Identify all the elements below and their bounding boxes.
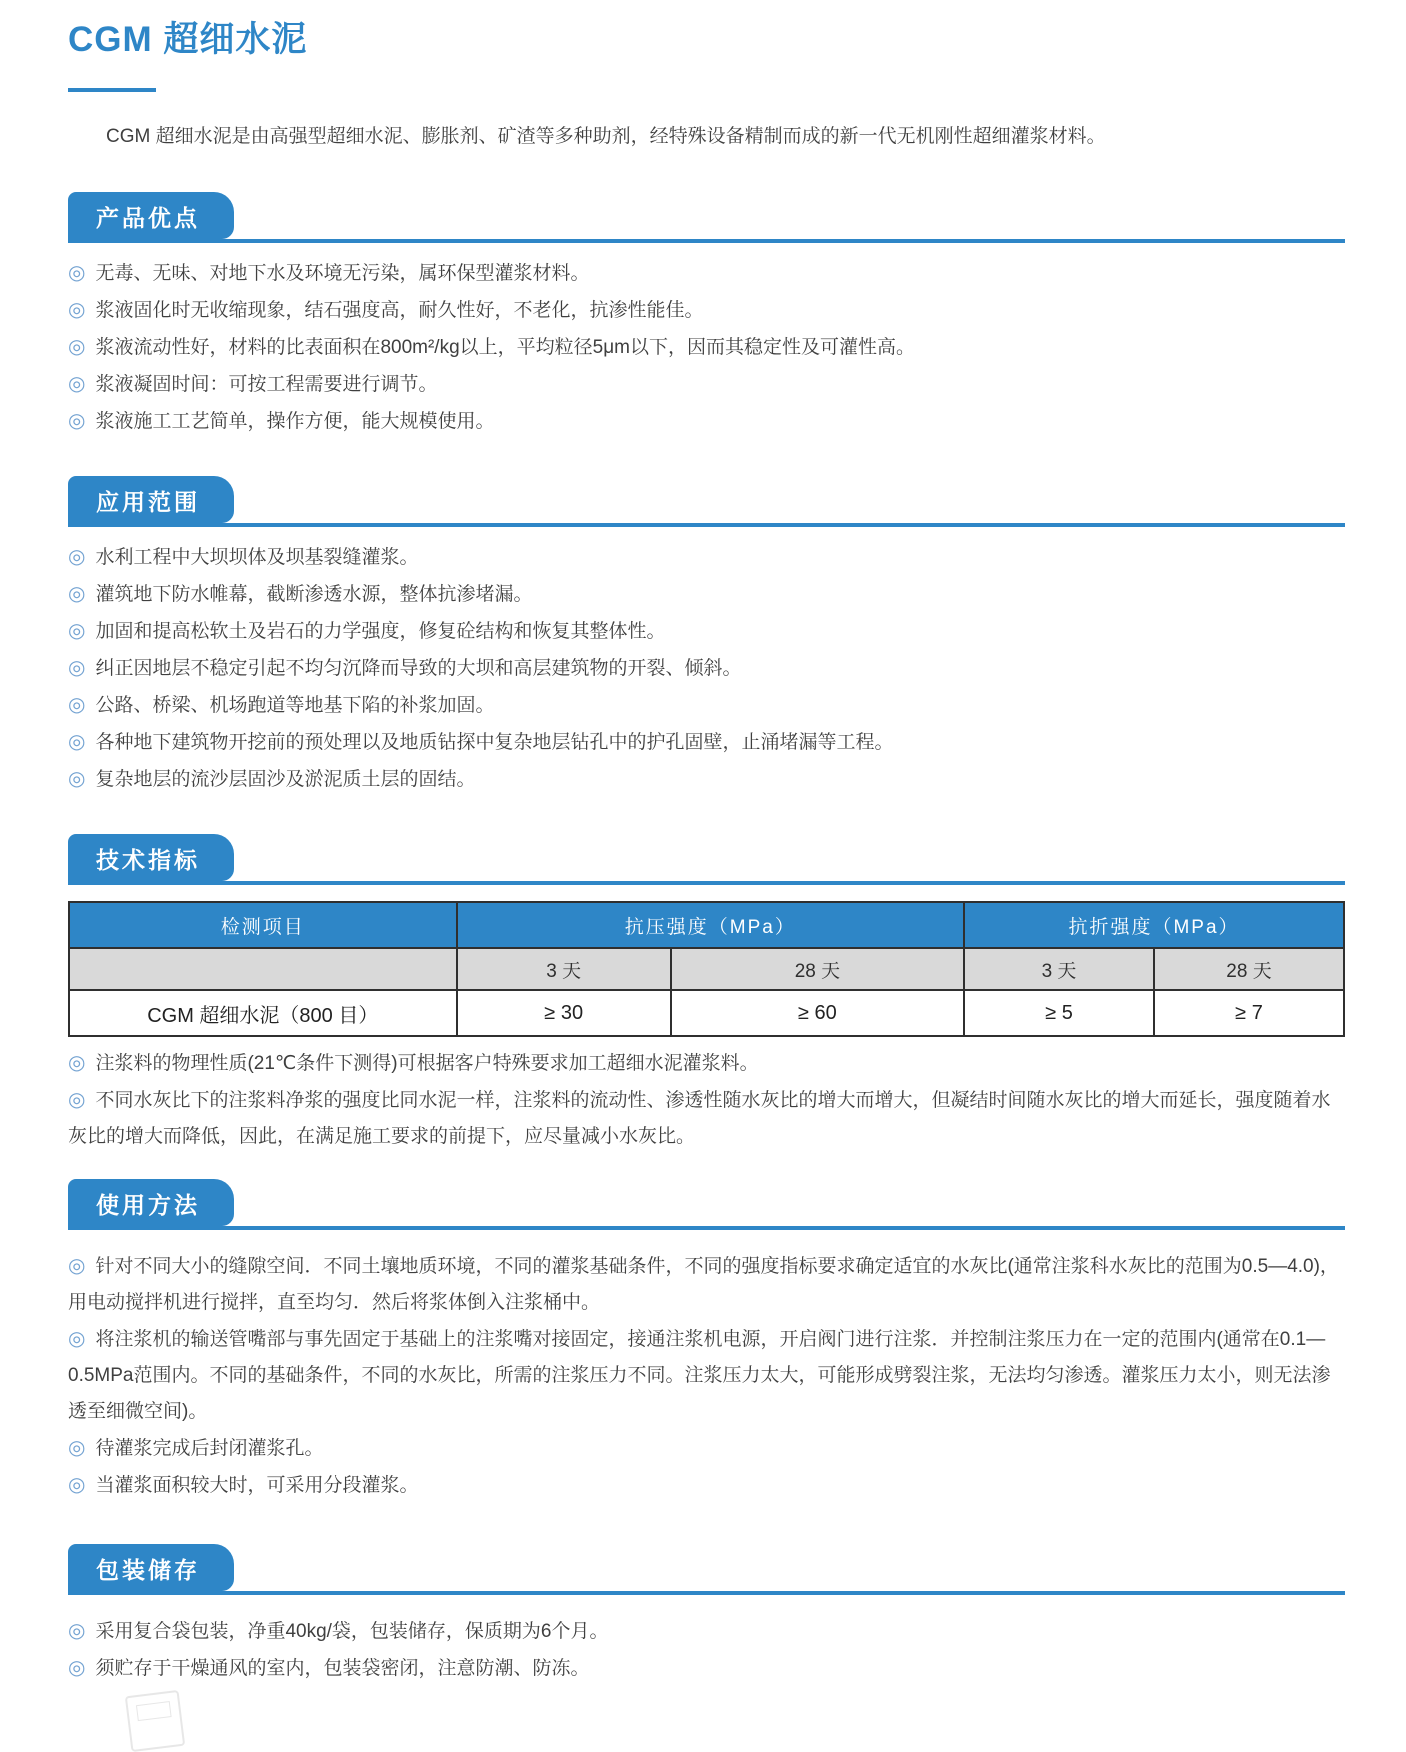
list-item bbox=[68, 687, 1345, 724]
section-tab-applications: 应用范围 bbox=[68, 476, 234, 523]
list-item bbox=[68, 403, 1345, 440]
section-rule bbox=[68, 1179, 1345, 1230]
table-header-row bbox=[69, 902, 1344, 948]
header-cell-project: 检测项目 bbox=[69, 902, 457, 948]
section-applications bbox=[68, 476, 1345, 798]
list-item bbox=[68, 1613, 1345, 1650]
list-item-text: 加固和提高松软土及岩石的力学强度，修复砼结构和恢复其整体性。 bbox=[95, 621, 666, 642]
bullet-icon: ◎ bbox=[68, 1255, 86, 1277]
list-item bbox=[68, 1321, 1345, 1430]
intro-paragraph: CGM 超细水泥是由高强型超细水泥、膨胀剂、矿渣等多种助剂，经特殊设备精制而成的新一代无机刚性超细灌浆材料。 bbox=[106, 126, 1106, 147]
list-item bbox=[68, 1045, 1345, 1082]
list-item-text: 浆液流动性好，材料的比表面积在800m²/kg以上，平均粒径5μm以下，因而其稳定性及可灌性高。 bbox=[95, 337, 915, 358]
table-subheader-row bbox=[69, 948, 1344, 990]
section-tab-advantages: 产品优点 bbox=[68, 192, 234, 239]
list-item bbox=[68, 724, 1345, 761]
applications-list bbox=[68, 527, 1345, 798]
list-item-text: 公路、桥梁、机场跑道等地基下陷的补浆加固。 bbox=[95, 695, 495, 716]
data-cell-value: ≥ 60 bbox=[671, 990, 964, 1036]
section-advantages bbox=[68, 192, 1345, 440]
list-item bbox=[68, 576, 1345, 613]
list-item bbox=[68, 292, 1345, 329]
subheader-cell-empty bbox=[69, 948, 457, 990]
list-item-text: 浆液固化时无收缩现象，结石强度高，耐久性好，不老化，抗渗性能佳。 bbox=[95, 300, 704, 321]
bullet-icon: ◎ bbox=[68, 1052, 86, 1074]
data-cell-value: ≥ 5 bbox=[964, 990, 1154, 1036]
bullet-icon: ◎ bbox=[68, 299, 86, 321]
advantages-list bbox=[68, 243, 1345, 440]
storage-list bbox=[68, 1595, 1345, 1687]
section-tab-usage: 使用方法 bbox=[68, 1179, 234, 1226]
section-rule bbox=[68, 1544, 1345, 1595]
data-cell-product: CGM 超细水泥（800 目） bbox=[69, 990, 457, 1036]
subheader-cell: 28 天 bbox=[671, 948, 964, 990]
header-cell-compressive: 抗压强度（MPa） bbox=[457, 902, 964, 948]
specs-table bbox=[68, 901, 1345, 1037]
bullet-icon: ◎ bbox=[68, 768, 86, 790]
usage-list bbox=[68, 1230, 1345, 1504]
list-item bbox=[68, 650, 1345, 687]
section-rule bbox=[68, 192, 1345, 243]
bullet-icon: ◎ bbox=[68, 1657, 86, 1679]
header-cell-flexural: 抗折强度（MPa） bbox=[964, 902, 1344, 948]
bullet-icon: ◎ bbox=[68, 546, 86, 568]
list-item bbox=[68, 1430, 1345, 1467]
bullet-icon: ◎ bbox=[68, 694, 86, 716]
data-cell-value: ≥ 7 bbox=[1154, 990, 1344, 1036]
bullet-icon: ◎ bbox=[68, 1620, 86, 1642]
list-item-text: 当灌浆面积较大时，可采用分段灌浆。 bbox=[95, 1475, 419, 1496]
subheader-cell: 28 天 bbox=[1154, 948, 1344, 990]
list-item bbox=[68, 761, 1345, 798]
bullet-icon: ◎ bbox=[68, 1328, 86, 1350]
page-title: CGM 超细水泥 bbox=[68, 20, 308, 59]
list-item bbox=[68, 255, 1345, 292]
package-watermark-image bbox=[125, 1690, 185, 1752]
list-item bbox=[68, 1082, 1345, 1155]
bullet-icon: ◎ bbox=[68, 731, 86, 753]
list-item-text: 复杂地层的流沙层固沙及淤泥质土层的固结。 bbox=[95, 769, 476, 790]
section-storage bbox=[68, 1544, 1345, 1687]
section-rule bbox=[68, 476, 1345, 527]
table-data-row bbox=[69, 990, 1344, 1036]
section-specs bbox=[68, 834, 1345, 1155]
list-item-text: 各种地下建筑物开挖前的预处理以及地质钻探中复杂地层钻孔中的护孔固壁，止涌堵漏等工程。 bbox=[95, 732, 894, 753]
list-item bbox=[68, 1248, 1345, 1321]
bullet-icon: ◎ bbox=[68, 620, 86, 642]
list-item-text: 将注浆机的输送管嘴部与事先固定于基础上的注浆嘴对接固定，接通注浆机电源，开启阀门进行注浆．并控制注浆压力在一定的范围内(通常在0.1—0.5MPa范围内。不同的基础条件，不同的水灰比，所需的注浆压力不同。注浆压力太大，可能形成劈裂注浆，无法均匀渗透。灌浆压力太小，则无法渗透至细微空间)。 bbox=[68, 1329, 1331, 1422]
list-item-text: 待灌浆完成后封闭灌浆孔。 bbox=[95, 1438, 324, 1459]
list-item bbox=[68, 613, 1345, 650]
list-item-text: 须贮存于干燥通风的室内，包装袋密闭，注意防潮、防冻。 bbox=[95, 1658, 590, 1679]
section-tab-specs: 技术指标 bbox=[68, 834, 234, 881]
list-item-text: 灌筑地下防水帷幕，截断渗透水源，整体抗渗堵漏。 bbox=[95, 584, 533, 605]
list-item-text: 水利工程中大坝坝体及坝基裂缝灌浆。 bbox=[95, 547, 419, 568]
specs-notes bbox=[68, 1037, 1345, 1155]
list-item-text: 纠正因地层不稳定引起不均匀沉降而导致的大坝和高层建筑物的开裂、倾斜。 bbox=[95, 658, 742, 679]
list-item-text: 浆液施工工艺简单，操作方便，能大规模使用。 bbox=[95, 411, 495, 432]
bullet-icon: ◎ bbox=[68, 373, 86, 395]
list-item bbox=[68, 1650, 1345, 1687]
bullet-icon: ◎ bbox=[68, 1474, 86, 1496]
list-item bbox=[68, 539, 1345, 576]
list-item-text: 针对不同大小的缝隙空间．不同土壤地质环境，不同的灌浆基础条件，不同的强度指标要求确定适宜的水灰比(通常注浆科水灰比的范围为0.5—4.0)，用电动搅拌机进行搅拌，直至均匀．然后将浆体倒入注浆桶中。 bbox=[68, 1256, 1339, 1313]
bullet-icon: ◎ bbox=[68, 336, 86, 358]
subheader-cell: 3 天 bbox=[964, 948, 1154, 990]
bullet-icon: ◎ bbox=[68, 657, 86, 679]
list-item-text: 浆液凝固时间：可按工程需要进行调节。 bbox=[95, 374, 438, 395]
list-item-text: 注浆料的物理性质(21℃条件下测得)可根据客户特殊要求加工超细水泥灌浆料。 bbox=[95, 1053, 759, 1074]
list-item bbox=[68, 1467, 1345, 1504]
section-usage bbox=[68, 1179, 1345, 1504]
title-underline bbox=[68, 88, 156, 92]
section-rule bbox=[68, 834, 1345, 885]
bullet-icon: ◎ bbox=[68, 410, 86, 432]
list-item-text: 无毒、无味、对地下水及环境无污染，属环保型灌浆材料。 bbox=[95, 263, 590, 284]
list-item bbox=[68, 366, 1345, 403]
section-tab-storage: 包装储存 bbox=[68, 1544, 234, 1591]
list-item-text: 不同水灰比下的注浆料净浆的强度比同水泥一样，注浆料的流动性、渗透性随水灰比的增大而增大，但凝结时间随水灰比的增大而延长，强度随着水灰比的增大而降低，因此，在满足施工要求的前提下，应尽量减小水灰比。 bbox=[68, 1090, 1331, 1147]
bullet-icon: ◎ bbox=[68, 1437, 86, 1459]
list-item-text: 采用复合袋包装，净重40kg/袋，包装储存，保质期为6个月。 bbox=[95, 1621, 609, 1642]
list-item bbox=[68, 329, 1345, 366]
bullet-icon: ◎ bbox=[68, 1089, 86, 1111]
bullet-icon: ◎ bbox=[68, 583, 86, 605]
bullet-icon: ◎ bbox=[68, 262, 86, 284]
data-cell-value: ≥ 30 bbox=[457, 990, 671, 1036]
subheader-cell: 3 天 bbox=[457, 948, 671, 990]
